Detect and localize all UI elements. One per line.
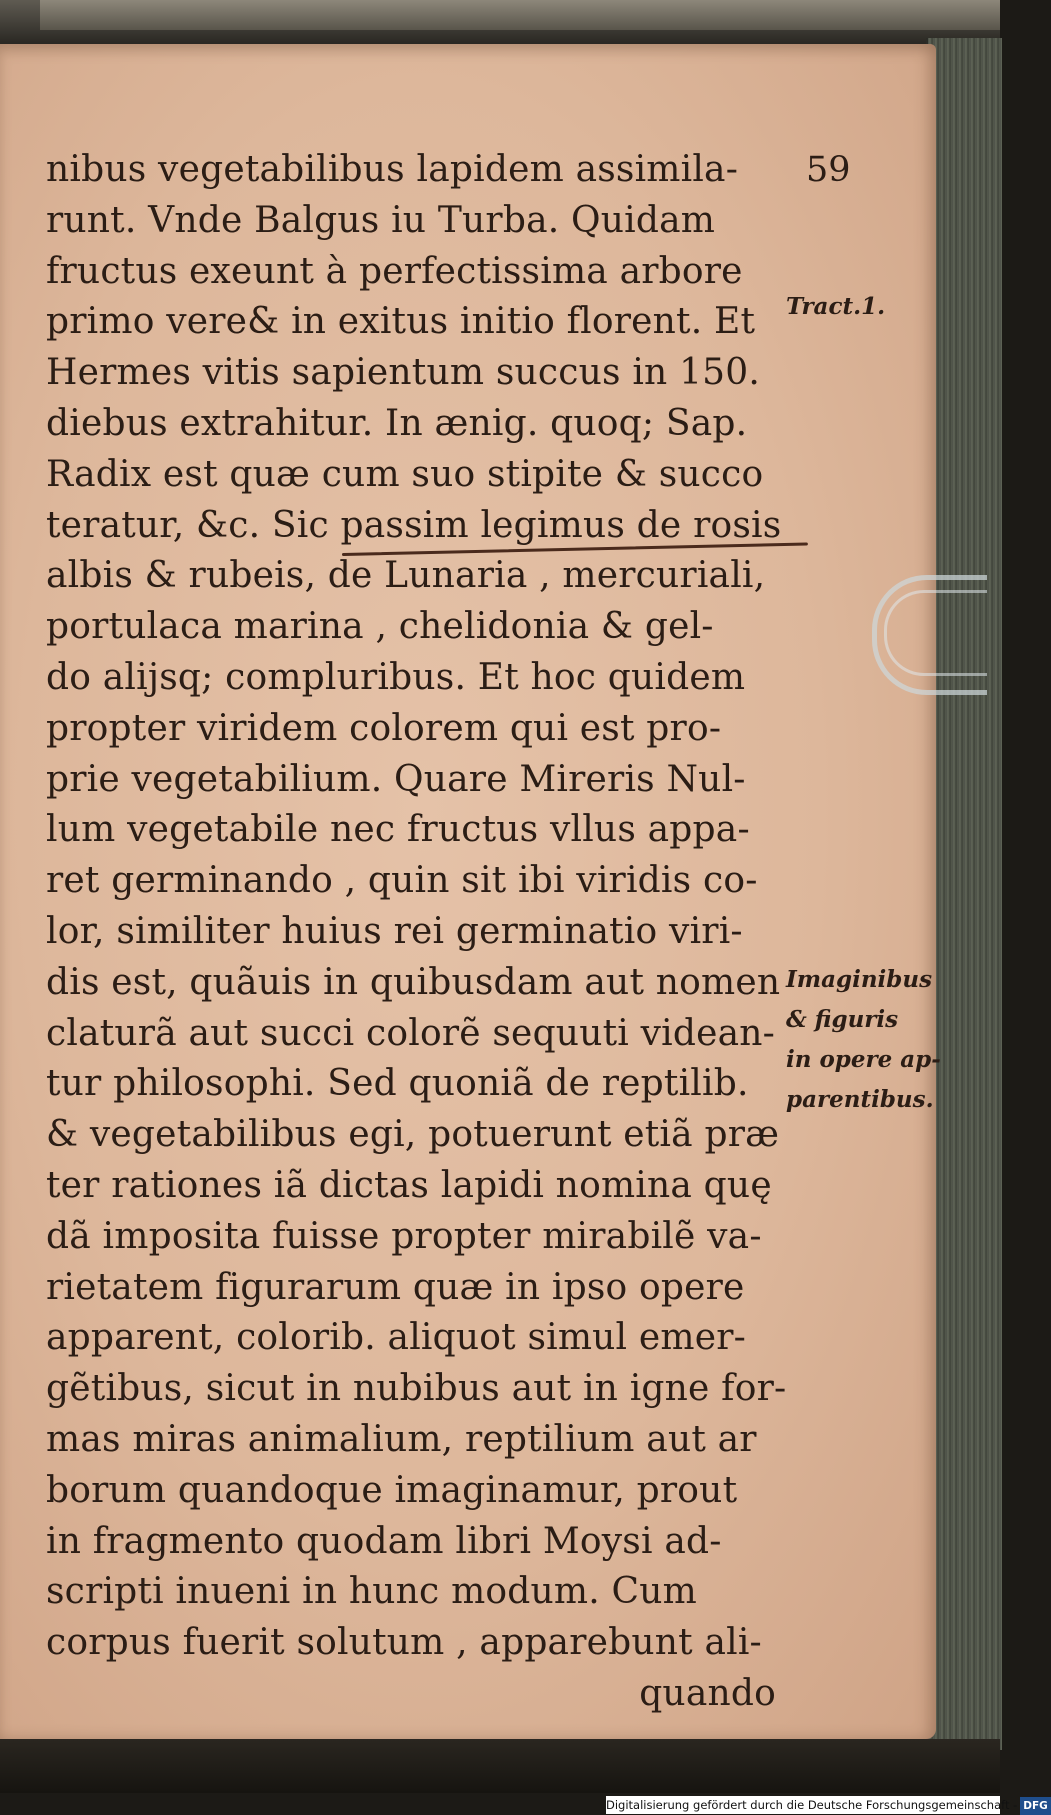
text-line: diebus extrahitur. In ænig. quoq; Sap. [46,402,748,444]
text-line: mas miras animalium, reptilium aut ar [46,1418,757,1460]
book-bottom-edge [0,1739,1000,1793]
text-line: lor, similiter huius rei germinatio viri- [46,910,743,952]
text-line: prie vegetabilium. Quare Mireris Nul- [46,758,746,800]
text-line: nibus vegetabilibus lapidem assimila- [46,149,739,190]
text-line: apparent, colorib. aliquot simul emer- [46,1317,747,1359]
text-line: do alijsq; compluribus. Et hoc quidem [46,656,746,698]
paper-clip-inner [884,590,987,676]
body-text [46,145,787,1720]
text-line: & vegetabilibus egi, potuerunt etiã præ [46,1114,780,1156]
margin-note-imaginibus [786,960,941,1120]
margin-note-line: & figuris [786,1006,899,1033]
catchword: quando [639,1672,776,1714]
margin-note-line: Imaginibus [786,966,933,993]
text-line: gẽtibus, sicut in nubibus aut in igne for- [46,1368,787,1410]
text-line: dis est, quãuis in quibusdam aut nomen [46,961,781,1003]
text-line: albis & rubeis, de Lunaria , mercuriali, [46,555,766,597]
text-line: Radix est quæ cum suo stipite & succo [46,453,764,495]
text-line: rietatem figurarum quæ in ipso opere [46,1266,745,1308]
margin-note-line: parentibus. [786,1086,934,1113]
scanner-plate [40,0,1000,30]
text-line: tur philosophi. Sed quoniã de reptilib. [46,1063,749,1105]
text-line: propter viridem colorem qui est pro- [46,707,722,749]
text-line: lum vegetabile nec fructus vllus appa- [46,809,750,851]
text-line: claturã aut succi colorẽ sequuti videan- [46,1012,776,1054]
text-line: fructus exeunt à perfectissima arbore [46,250,743,292]
text-line: scripti inueni in hunc modum. Cum [46,1571,697,1613]
text-line: borum quandoque imaginamur, prout [46,1469,738,1511]
text-line: runt. Vnde Balgus iu Turba. Quidam [46,199,716,241]
credit-text: Digitalisierung gefördert durch die Deutsche Forschungsgemeinschaft - [606,1798,1018,1812]
text-line: portulaca marina , chelidonia & gel- [46,606,714,648]
text-line: in fragmento quodam libri Moysi ad- [46,1520,722,1562]
page-number: 59 [806,150,851,190]
text-line: ter rationes iã dictas lapidi nomina quę [46,1164,772,1206]
book-fore-edge [926,38,1002,1750]
text-line: Hermes vitis sapientum succus in 150. [46,352,761,394]
margin-note-tract: Tract.1. [786,293,886,320]
text-line: dã imposita fuisse propter mirabilẽ va- [46,1215,762,1257]
margin-note-line: in opere ap- [786,1046,941,1073]
digitization-credit [606,1796,1048,1814]
text-line: primo vere& in exitus initio florent. Et [46,301,756,343]
text-line: corpus fuerit solutum , apparebunt ali- [46,1622,762,1664]
text-line: teratur, &c. Sic passim legimus de rosis [46,504,782,546]
dfg-logo: DFG [1020,1797,1051,1815]
text-line: ret germinando , quin sit ibi viridis co- [46,860,758,902]
